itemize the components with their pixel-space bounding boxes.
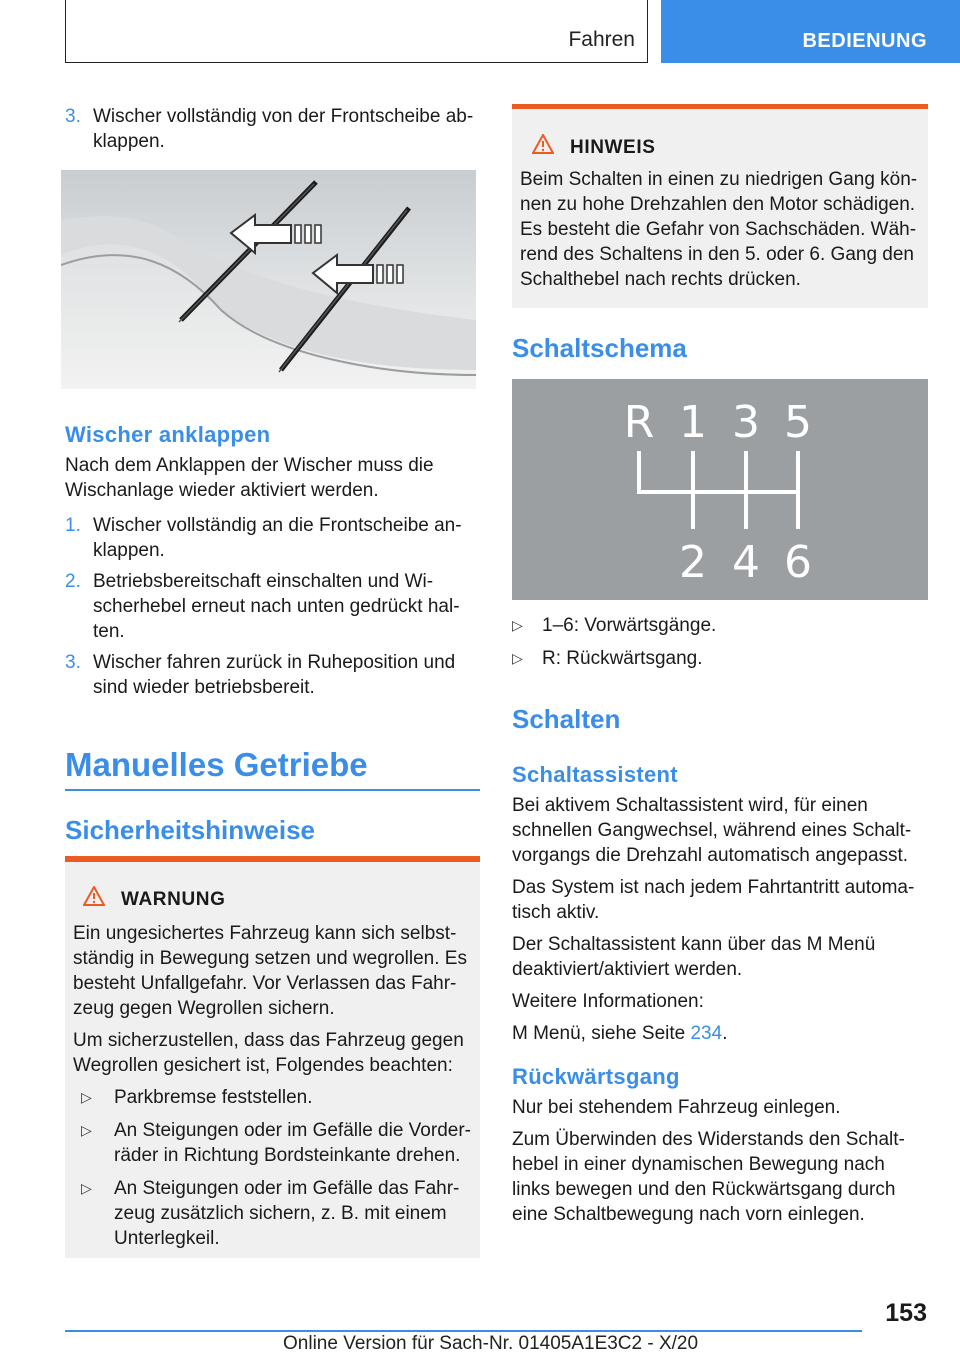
heading-schalten: Schalten	[512, 704, 621, 734]
left-column-lower	[65, 422, 477, 706]
heading-wischer-anklappen: Wischer anklappen	[65, 422, 271, 447]
note-text: Beim Schalten in einen zu niedrigen Gang kön-nen zu hohe Drehzahlen den Motor schädigen. Es besteht die Gefahr von Sachschäden. Wäh-rend des Schaltens in den 5. oder 6. Gang den Schalthebel nach rechts drücken.	[520, 169, 918, 290]
note-box	[512, 104, 928, 308]
triangle-right-icon: ▷	[81, 1122, 92, 1138]
list-item-text: An Steigungen oder im Gefälle das Fahr-zeug zusätzlich sichern, z. B. mit einem Unterlegkeil.	[114, 1178, 460, 1249]
paragraph: Das System ist nach jedem Fahrtantritt automa-tisch aktiv.	[512, 877, 915, 923]
list-item	[512, 646, 928, 671]
footer-text: Online Version für Sach-Nr. 01405A1E3C2 - X/20	[283, 1333, 699, 1354]
triangle-right-icon: ▷	[81, 1180, 92, 1196]
triangle-right-icon: ▷	[81, 1089, 92, 1105]
gear-label: 2	[679, 537, 707, 588]
list-item	[81, 1085, 472, 1110]
paragraph: Der Schaltassistent kann über das M Menü deaktiviert/aktiviert werden.	[512, 934, 876, 980]
heading-schaltschema: Schaltschema	[512, 333, 687, 363]
list-item-text: Parkbremse feststellen.	[114, 1087, 313, 1108]
anklappen-intro: Nach dem Anklappen der Wischer muss die Wischanlage wieder aktiviert werden.	[65, 455, 434, 501]
triangle-right-icon: ▷	[512, 617, 523, 633]
page-link[interactable]: 234	[690, 1023, 723, 1044]
gear-label: 1	[679, 397, 707, 448]
warning-paragraph: Ein ungesichertes Fahrzeug kann sich selbst-ständig in Bewegung setzen und wegrollen. Es besteht Unfallgefahr. Vor Verlassen das Fahr-zeug gegen Wegrollen sichern.	[73, 923, 467, 1019]
step-number: 2.	[65, 571, 81, 592]
step-text: Betriebsbereitschaft einschalten und Wi-scherhebel erneut nach unten gedrückt hal-ten.	[93, 571, 460, 642]
shift-pattern-image	[512, 379, 928, 600]
warning-triangle-icon	[83, 886, 111, 913]
page-number: 153	[885, 1299, 927, 1327]
heading-sicherheitshinweise: Sicherheitshinweise	[65, 815, 315, 845]
warning-title: WARNUNG	[121, 889, 226, 910]
step-text: Wischer vollständig von der Frontscheibe ab-klappen.	[93, 106, 474, 152]
page-reference	[512, 1021, 928, 1046]
footer-rule	[65, 1330, 862, 1332]
paragraph: Zum Überwinden des Widerstands den Schalt-hebel in einer dynamischen Bewegung nach links bewegen und den Rückwärtsgang durch eine Schaltbewegung nach vorn einlegen.	[512, 1129, 905, 1225]
step-text: Wischer vollständig an die Frontscheibe an-klappen.	[93, 515, 462, 561]
warning-triangle-icon	[532, 134, 560, 161]
heading-schaltassistent: Schaltassistent	[512, 762, 678, 787]
step-text: Wischer fahren zurück in Ruheposition und sind wieder betriebsbereit.	[93, 652, 456, 698]
schaltassistent-section	[512, 762, 928, 1234]
step-number: 3.	[65, 106, 81, 127]
gear-label: 5	[784, 397, 812, 448]
step-number: 1.	[65, 515, 81, 536]
page-reference-prefix: M Menü, siehe Seite	[512, 1023, 691, 1044]
note-header	[532, 134, 920, 161]
list-item	[81, 1118, 472, 1168]
warning-header	[83, 886, 472, 913]
paragraph: Weitere Informationen:	[512, 991, 704, 1012]
note-title: HINWEIS	[570, 137, 656, 158]
header-section-title: Fahren	[568, 28, 635, 51]
step-item	[65, 650, 477, 700]
step-item	[65, 104, 477, 154]
heading-rueckwaertsgang: Rückwärtsgang	[512, 1064, 680, 1089]
list-item-text: An Steigungen oder im Gefälle die Vorder-räder in Richtung Bordsteinkante drehen.	[114, 1120, 471, 1166]
paragraph: Nur bei stehendem Fahrzeug einlegen.	[512, 1097, 841, 1118]
list-item-text: 1–6: Vorwärtsgänge.	[542, 615, 717, 636]
step-number: 3.	[65, 652, 81, 673]
paragraph: Bei aktivem Schaltassistent wird, für einen schnellen Gangwechsel, während eines Schalt-vorgangs die Drehzahl automatisch angepasst.	[512, 795, 912, 866]
page-reference-suffix: .	[722, 1023, 728, 1044]
step-item	[65, 569, 477, 644]
gear-label: 4	[732, 537, 760, 588]
header-chapter-tab	[661, 0, 960, 63]
wiper-image	[61, 170, 476, 389]
gear-label: 3	[732, 397, 760, 448]
gear-label: R	[623, 397, 655, 448]
step-item	[65, 513, 477, 563]
header-section-box	[65, 0, 648, 63]
list-item	[81, 1176, 472, 1251]
gear-label: 6	[784, 537, 812, 588]
list-item-text: R: Rückwärtsgang.	[542, 648, 703, 669]
left-column	[65, 104, 477, 160]
triangle-right-icon: ▷	[512, 650, 523, 666]
warning-paragraph: Um sicherzustellen, dass das Fahrzeug gegen Wegrollen gesichert ist, Folgendes beachten:	[73, 1030, 464, 1076]
schema-list	[512, 613, 928, 679]
list-item	[512, 613, 928, 638]
heading-rule	[65, 789, 480, 791]
header-chapter-title: BEDIENUNG	[802, 30, 927, 52]
warning-box	[65, 856, 480, 1258]
heading-manuelles-getriebe: Manuelles Getriebe	[65, 746, 368, 783]
